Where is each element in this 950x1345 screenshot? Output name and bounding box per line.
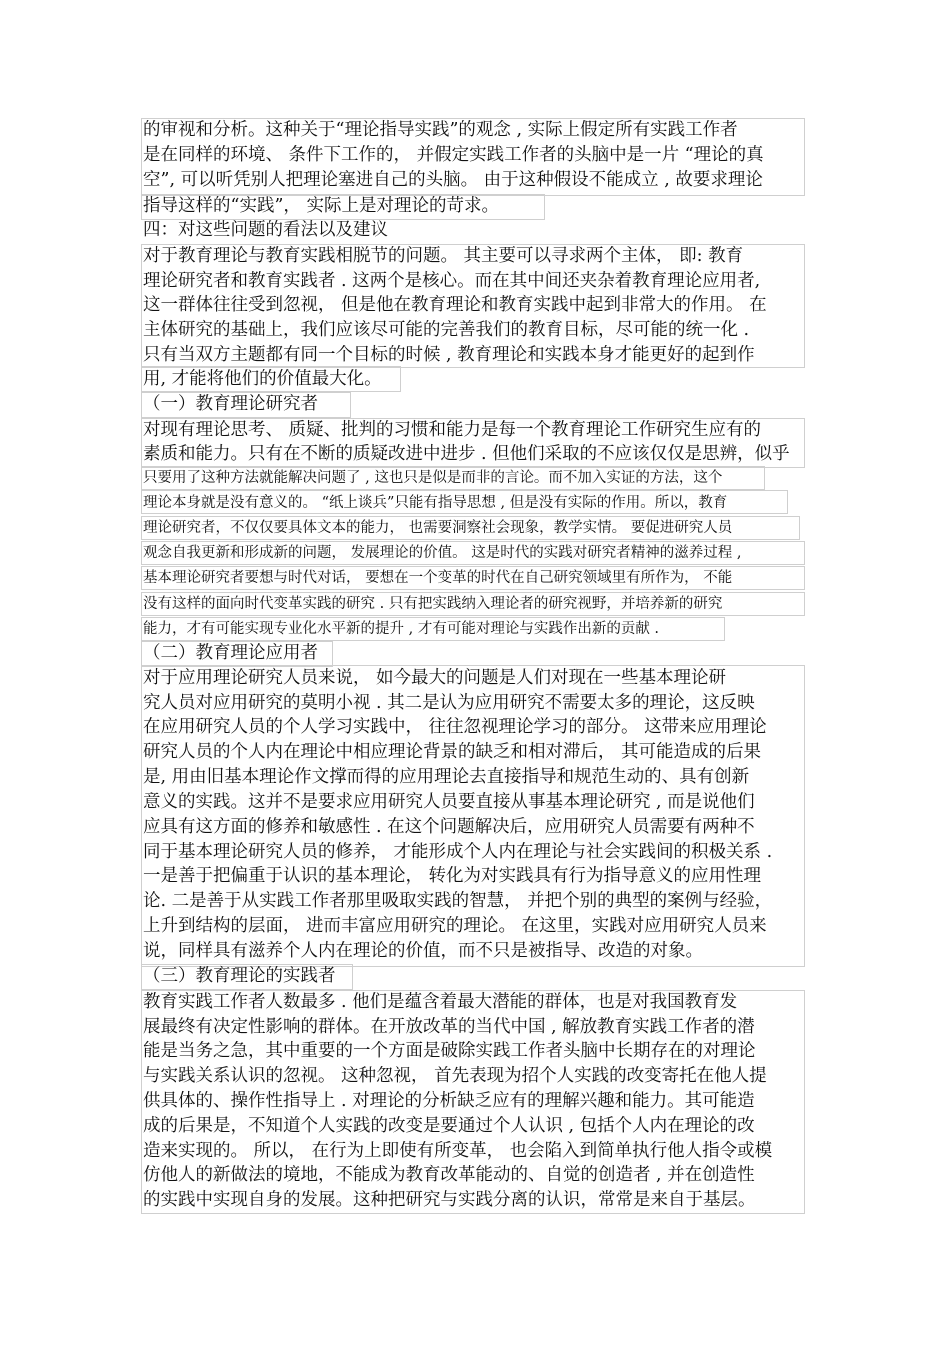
- text-line: 理论本身就是没有意义的。 “纸上谈兵”只能有指导思想 , 但是没有实际的作用。所以，教育: [143, 495, 728, 511]
- text-line: 理论研究者和教育实践者 . 这两个是核心。而在其中间还夹杂着教育理论应用者,: [143, 271, 761, 291]
- text-line: 的实践中实现自身的发展。这种把研究与实践分离的认识，常常是来自于基层。: [143, 1190, 756, 1210]
- text-line: 素质和能力。只有在不断的质疑改进中进步 . 但他们采取的不应该仅仅是思辨，似乎: [143, 444, 790, 464]
- text-line: 只有当双方主题都有同一个目标的时候 , 教育理论和实践本身才能更好的起到作: [143, 345, 755, 365]
- text-line: 能力，才有可能实现专业化水平新的提升 , 才有可能对理论与实践作出新的贡献 .: [143, 621, 660, 637]
- subsection-heading: （三）教育理论的实践者: [143, 966, 336, 986]
- text-line: 基本理论研究者要想与时代对话， 要想在一个变革的时代在自己研究领域里有所作为， 不能: [143, 570, 733, 586]
- text-line: 空”, 可以听凭别人把理论塞进自己的头脑。 由于这种假设不能成立 , 故要求理论: [143, 170, 763, 190]
- text-line: 对现有理论思考、 质疑、批判的习惯和能力是每一个教育理论工作研究生应有的: [143, 420, 762, 440]
- text-line: 指导这样的“实践”， 实际上是对理论的苛求。: [143, 196, 499, 216]
- text-line: 同于基本理论研究人员的修养， 才能形成个人内在理论与社会实践间的积极关系 .: [143, 842, 773, 862]
- text-line: 与实践关系认识的忽视。 这种忽视， 首先表现为招个人实践的改变寄托在他人提: [143, 1066, 767, 1086]
- text-line: 是在同样的环境、 条件下工作的， 并假定实践工作者的头脑中是一片 “理论的真: [143, 145, 764, 165]
- text-line: 没有这样的面向时代变革实践的研究 . 只有把实践纳入理论者的研究视野，并培养新的研究: [143, 596, 723, 612]
- text-line: 在应用研究人员的个人学习实践中， 往往忽视理论学习的部分。 这带来应用理论: [143, 717, 767, 737]
- text-line: 教育实践工作者人数最多 . 他们是蕴含着最大潜能的群体，也是对我国教育发: [143, 992, 738, 1012]
- text-line: 上升到结构的层面， 进而丰富应用研究的理论。 在这里，实践对应用研究人员来: [143, 916, 767, 936]
- subsection-heading: （二）教育理论应用者: [143, 643, 318, 663]
- text-line: 观念自我更新和形成新的问题， 发展理论的价值。 这是时代的实践对研究者精神的滋养过程 ,: [143, 545, 742, 561]
- text-line: 展最终有决定性影响的群体。在开放改革的当代中国 , 解放教育实践工作者的潜: [143, 1017, 755, 1037]
- text-line: 只要用了这种方法就能解决问题了 , 这也只是似是而非的言论。而不加入实证的方法，这个: [143, 470, 723, 486]
- text-line: 造来实现的。 所以， 在行为上即使有所变革， 也会陷入到简单执行他人指令或模: [143, 1141, 773, 1161]
- text-line: 研究人员的个人内在理论中相应理论背景的缺乏和相对滞后， 其可能造成的后果: [143, 742, 762, 762]
- text-line: 仿他人的新做法的境地，不能成为教育改革能动的、自觉的创造者 , 并在创造性: [143, 1165, 755, 1185]
- text-line: 能是当务之急，其中重要的一个方面是破除实践工作者头脑中长期存在的对理论: [143, 1041, 756, 1061]
- text-line: 究人员对应用研究的莫明小视 . 其二是认为应用研究不需要太多的理论，这反映: [143, 693, 755, 713]
- section-heading: 四：对这些问题的看法以及建议: [143, 220, 388, 240]
- text-line: 论. 二是善于从实践工作者那里吸取实践的智慧， 并把个别的典型的案例与经验，: [143, 891, 773, 911]
- text-line: 主体研究的基础上，我们应该尽可能的完善我们的教育目标，尽可能的统一化 .: [143, 320, 750, 340]
- text-line: 的审视和分析。这种关于“理论指导实践”的观念 , 实际上假定所有实践工作者: [143, 120, 738, 140]
- text-line: 用, 才能将他们的价值最大化。: [143, 369, 382, 389]
- text-line: 意义的实践。这并不是要求应用研究人员要直接从事基本理论研究 , 而是说他们: [143, 792, 755, 812]
- text-line: 对于教育理论与教育实践相脱节的问题。 其主要可以寻求两个主体， 即: 教育: [143, 246, 744, 266]
- text-line: 应具有这方面的修养和敏感性 . 在这个问题解决后，应用研究人员需要有两种不: [143, 817, 755, 837]
- text-line: 是, 用由旧基本理论作文撑而得的应用理论去直接指导和规范生动的、具有创新: [143, 767, 750, 787]
- subsection-heading: （一）教育理论研究者: [143, 394, 318, 414]
- text-line: 理论研究者，不仅仅要具体文本的能力， 也需要洞察社会现象，教学实情。 要促进研究人员: [143, 520, 733, 536]
- text-line: 一是善于把偏重于认识的基本理论， 转化为对实践具有行为指导意义的应用性理: [143, 866, 762, 886]
- text-line: 说，同样具有滋养个人内在理论的价值，而不只是被指导、改造的对象。: [143, 941, 703, 961]
- text-line: 供具体的、操作性指导上 . 对理论的分析缺乏应有的理解兴趣和能力。其可能造: [143, 1091, 755, 1111]
- text-line: 对于应用理论研究人员来说， 如今最大的问题是人们对现在一些基本理论研: [143, 668, 727, 688]
- text-line: 成的后果是，不知道个人实践的改变是要通过个人认识 , 包括个人内在理论的改: [143, 1116, 755, 1136]
- text-line: 这一群体往往受到忽视， 但是他在教育理论和教育实践中起到非常大的作用。 在: [143, 295, 767, 315]
